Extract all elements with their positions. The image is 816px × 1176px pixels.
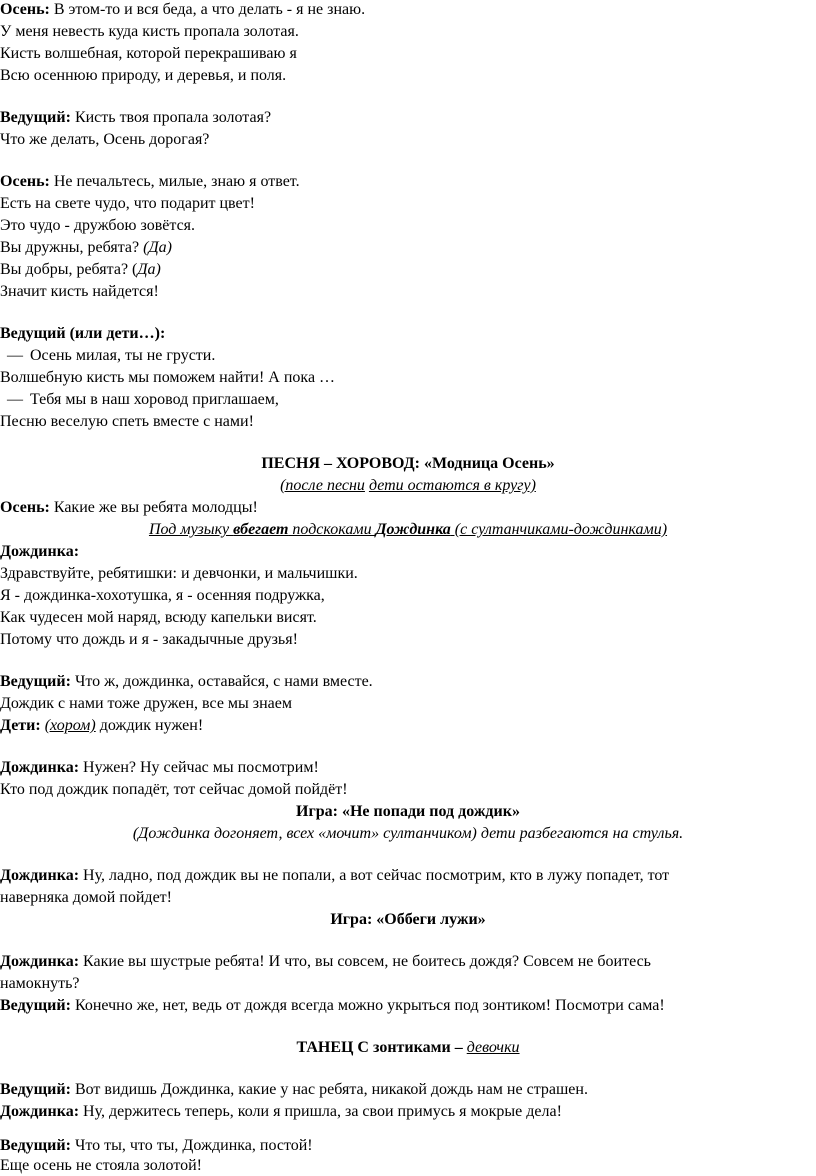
line-text: Вы добры, ребята? ( [0,261,138,278]
direction-text: (Дождинка догоняет, всех «мочит» султанчиком) дети разбегаются на стулья. [132,825,684,842]
line-text: Кисть твоя пропала золотая? [70,109,272,126]
line-text: Какие вы шустрые ребята! И что, вы совсем, не боитесь дождя? Совсем не боитесь [79,953,651,970]
stage-direction [0,520,816,540]
speaker-label: Осень: [0,173,50,190]
heading-text: ТАНЕЦ С зонтиками – [296,1039,467,1056]
script-line: У меня невесть куда кисть пропала золотая. [0,23,299,40]
speaker-label: Ведущий: [0,1137,71,1154]
speaker-heading [0,324,165,344]
direction-part: (с султанчиками-дождинками) [450,521,668,538]
script-line: Всю осеннюю природу, и деревья, и поля. [0,67,287,84]
heading-text: Игра: «Оббеги лужи» [330,911,486,928]
stage-note: (Да) [143,239,172,256]
script-line [0,716,203,736]
stage-note: (хором) [44,717,96,734]
script-line [0,672,373,692]
speaker-label: Осень: [0,1,50,18]
script-line: намокнуть? [0,975,80,992]
line-text: Нужен? Ну сейчас мы посмотрим! [79,759,319,776]
line-text: В этом-то и вся беда, а что делать - я не знаю. [49,1,366,18]
script-line: Песню веселую спеть вместе с нами! [0,413,254,430]
line-text: Не печальтесь, милые, знаю я ответ. [49,173,300,190]
speaker-label: Дождинка: [0,759,80,776]
script-line [0,498,258,518]
script-line [0,172,300,192]
script-line [0,758,319,778]
line-text: Вот видишь Дождинка, какие у нас ребята, никакой дождь нам не страшен. [70,1081,588,1098]
game-heading [0,802,816,822]
direction-part: дети остаются в кругу) [368,477,536,494]
script-line [0,1136,313,1156]
script-line [0,952,651,972]
stage-direction [0,476,816,496]
script-line: Кто под дождик попадёт, тот сейчас домой пойдёт! [0,781,348,798]
script-line: Потому что дождь и я - закадычные друзья! [0,631,298,648]
script-line: наверняка домой пойдет! [0,889,172,906]
dash-marker: — [7,347,23,364]
speaker-label: Осень: [0,499,50,516]
script-line: Значит кисть найдется! [0,283,159,300]
speaker-label: Дождинка: [0,1103,80,1120]
speaker-label: Ведущий (или дети…): [0,325,166,342]
line-text: Ну, держитесь теперь, коли я пришла, за свои примусь я мокрые дела! [79,1103,562,1120]
line-text: Что ты, что ты, Дождинка, постой! [70,1137,313,1154]
direction-part: Под музыку [148,521,234,538]
speaker-label: Ведущий: [0,109,71,126]
script-line: Это чудо - дружбою зовётся. [0,217,196,234]
script-line: Дождик с нами тоже дружен, все мы знаем [0,695,292,712]
speaker-label: Дождинка: [0,953,80,970]
script-line [0,0,365,20]
speaker-heading [0,542,79,562]
script-line: Я - дождинка-хохотушка, я - осенняя подружка, [0,587,325,604]
line-text: Что ж, дождинка, оставайся, с нами вместе. [70,673,373,690]
script-line [0,390,279,410]
direction-part: подскоками [288,521,376,538]
speaker-label: Дождинка: [0,543,80,560]
script-line: Как чудесен мой наряд, всюду капельки висят. [0,609,317,626]
heading-text: ПЕСНЯ – ХОРОВОД: «Модница Осень» [261,455,555,472]
script-line [0,1102,562,1122]
script-line [0,346,215,366]
dash-marker: — [7,391,23,408]
script-line [0,260,161,280]
speaker-label: Дождинка: [0,867,80,884]
line-text: Ну, ладно, под дождик вы не попали, а вот сейчас посмотрим, кто в лужу попадет, тот [79,867,670,884]
speaker-label: Ведущий: [0,1081,71,1098]
song-heading [0,454,816,474]
script-line [0,238,172,258]
script-line [0,996,665,1016]
direction-part: вбегает [233,521,289,538]
script-line: Есть на свете чудо, что подарит цвет! [0,195,255,212]
heading-note: девочки [466,1039,520,1056]
script-line: Волшебную кисть мы поможем найти! А пока … [0,369,336,386]
line-text: Вы дружны, ребята? [0,239,144,256]
stage-note: Да) [137,261,161,278]
script-line: Что же делать, Осень дорогая? [0,131,210,148]
script-line: Кисть волшебная, которой перекрашиваю я [0,45,297,62]
direction-part: (после песни [280,477,365,494]
direction-part: Дождинка [375,521,451,538]
line-text: Какие же вы ребята молодцы! [49,499,258,516]
line-text: Конечно же, нет, ведь от дождя всегда можно укрыться под зонтиком! Посмотри сама! [70,997,665,1014]
stage-direction [0,824,816,844]
script-line [0,1080,588,1100]
line-text: дождик нужен! [95,717,204,734]
game-heading [0,910,816,930]
dance-heading [0,1038,816,1058]
speaker-label: Ведущий: [0,997,71,1014]
speaker-label: Дети: [0,717,41,734]
heading-text: Игра: «Не попади под дождик» [296,803,520,820]
script-line [0,866,669,886]
script-line [0,108,271,128]
line-text: Осень милая, ты не грусти. [30,347,216,364]
speaker-label: Ведущий: [0,673,71,690]
script-line: Еще осень не стояла золотой! [0,1157,202,1174]
line-text: Тебя мы в наш хоровод приглашаем, [30,391,279,408]
script-line: Здравствуйте, ребятишки: и девчонки, и мальчишки. [0,565,358,582]
